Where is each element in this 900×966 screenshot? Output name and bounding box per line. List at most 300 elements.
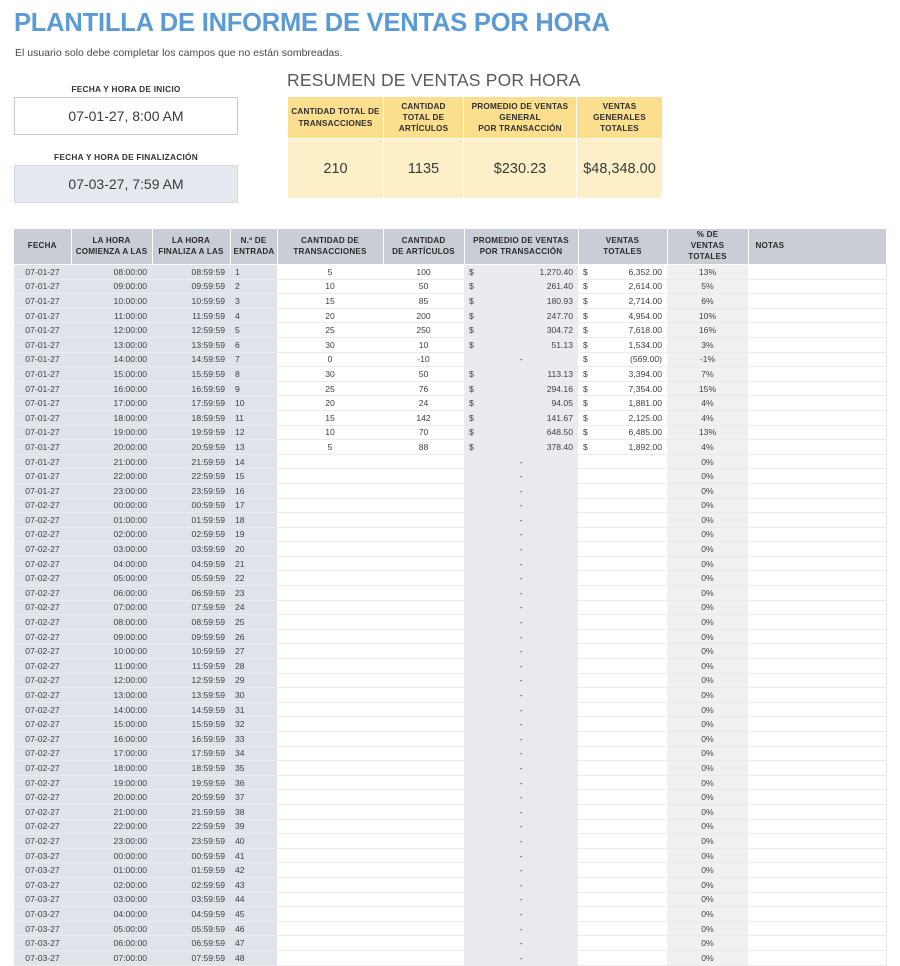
cell-notas[interactable] bbox=[748, 440, 886, 455]
cell-notas[interactable] bbox=[748, 425, 886, 440]
cell-n: 24 bbox=[230, 600, 277, 615]
cell-art[interactable] bbox=[383, 673, 464, 688]
table-row bbox=[14, 877, 886, 892]
cell-promedio: - bbox=[464, 834, 578, 849]
cell-trans[interactable] bbox=[277, 761, 383, 776]
cell-trans[interactable] bbox=[277, 673, 383, 688]
cell-art[interactable] bbox=[383, 571, 464, 586]
cell-trans[interactable]: 5 bbox=[277, 440, 383, 455]
cell-art[interactable] bbox=[383, 877, 464, 892]
cell-notas[interactable] bbox=[748, 746, 886, 761]
cell-promedio: - bbox=[464, 775, 578, 790]
table-row bbox=[14, 732, 886, 747]
cell-trans[interactable] bbox=[277, 804, 383, 819]
cell-notas[interactable] bbox=[748, 804, 886, 819]
cell-ventas-totales bbox=[578, 790, 667, 805]
cell-inicio: 07:00:00 bbox=[71, 950, 152, 965]
cell-trans[interactable]: 30 bbox=[277, 367, 383, 382]
cell-fecha: 07-02-27 bbox=[14, 498, 71, 513]
cell-notas[interactable] bbox=[748, 877, 886, 892]
cell-art[interactable] bbox=[383, 907, 464, 922]
cell-notas[interactable] bbox=[748, 410, 886, 425]
cell-art[interactable] bbox=[383, 542, 464, 557]
cell-n: 35 bbox=[230, 761, 277, 776]
cell-promedio: - bbox=[464, 761, 578, 776]
grid-h6-line1: CANTIDAD bbox=[401, 235, 446, 245]
cell-notas[interactable] bbox=[748, 498, 886, 513]
cell-art[interactable] bbox=[383, 600, 464, 615]
cell-notas[interactable] bbox=[748, 702, 886, 717]
cell-fecha: 07-01-27 bbox=[14, 367, 71, 382]
grid-h9-line1: % DE bbox=[696, 230, 719, 240]
cell-promedio: - bbox=[464, 688, 578, 703]
cell-notas[interactable] bbox=[748, 615, 886, 630]
cell-fin: 00:59:59 bbox=[152, 498, 230, 513]
cell-trans[interactable]: 25 bbox=[277, 381, 383, 396]
cell-trans[interactable] bbox=[277, 527, 383, 542]
cell-art[interactable]: 70 bbox=[383, 425, 464, 440]
cell-fin: 18:59:59 bbox=[152, 761, 230, 776]
cell-fecha: 07-02-27 bbox=[14, 819, 71, 834]
cell-notas[interactable] bbox=[748, 381, 886, 396]
cell-n: 3 bbox=[230, 294, 277, 309]
summary-panel bbox=[287, 70, 663, 199]
cell-trans[interactable] bbox=[277, 819, 383, 834]
cell-art[interactable] bbox=[383, 644, 464, 659]
cell-notas[interactable] bbox=[748, 542, 886, 557]
cell-promedio: $ 648.50 bbox=[464, 425, 578, 440]
grid-col-pct-ventas bbox=[667, 229, 748, 265]
cell-trans[interactable] bbox=[277, 732, 383, 747]
cell-fecha: 07-02-27 bbox=[14, 629, 71, 644]
cell-promedio: - bbox=[464, 921, 578, 936]
cell-ventas-totales bbox=[578, 732, 667, 747]
cell-promedio: - bbox=[464, 790, 578, 805]
cell-fin: 02:59:59 bbox=[152, 877, 230, 892]
cell-art[interactable] bbox=[383, 732, 464, 747]
cell-notas[interactable] bbox=[748, 323, 886, 338]
cell-notas[interactable] bbox=[748, 688, 886, 703]
cell-notas[interactable] bbox=[748, 586, 886, 601]
cell-promedio: $ 180.93 bbox=[464, 294, 578, 309]
cell-promedio: - bbox=[464, 673, 578, 688]
summary-h3-line1: PROMEDIO DE VENTAS bbox=[471, 101, 569, 111]
cell-notas[interactable] bbox=[748, 294, 886, 309]
cell-art[interactable] bbox=[383, 483, 464, 498]
cell-fin: 15:59:59 bbox=[152, 717, 230, 732]
cell-notas[interactable] bbox=[748, 308, 886, 323]
cell-pct: 0% bbox=[667, 804, 748, 819]
cell-art[interactable]: 142 bbox=[383, 410, 464, 425]
table-row bbox=[14, 644, 886, 659]
cell-trans[interactable] bbox=[277, 950, 383, 965]
cell-fecha: 07-01-27 bbox=[14, 440, 71, 455]
cell-pct: 0% bbox=[667, 848, 748, 863]
cell-inicio: 08:00:00 bbox=[71, 615, 152, 630]
cell-trans[interactable] bbox=[277, 659, 383, 674]
grid-h8-line1: VENTAS bbox=[605, 235, 640, 245]
cell-promedio: - bbox=[464, 702, 578, 717]
cell-trans[interactable] bbox=[277, 892, 383, 907]
cell-fin: 12:59:59 bbox=[152, 323, 230, 338]
cell-art[interactable] bbox=[383, 615, 464, 630]
table-row bbox=[14, 381, 886, 396]
cell-inicio: 14:00:00 bbox=[71, 352, 152, 367]
cell-notas[interactable] bbox=[748, 732, 886, 747]
cell-inicio: 09:00:00 bbox=[71, 629, 152, 644]
end-datetime-label: FECHA Y HORA DE FINALIZACIÓN bbox=[54, 152, 198, 162]
cell-trans[interactable] bbox=[277, 644, 383, 659]
cell-fin: 17:59:59 bbox=[152, 396, 230, 411]
cell-art[interactable] bbox=[383, 688, 464, 703]
cell-pct: 0% bbox=[667, 454, 748, 469]
grid-col-promedio bbox=[464, 229, 578, 265]
cell-notas[interactable] bbox=[748, 673, 886, 688]
cell-pct: 0% bbox=[667, 950, 748, 965]
cell-fin: 08:59:59 bbox=[152, 615, 230, 630]
cell-art[interactable] bbox=[383, 659, 464, 674]
cell-art[interactable] bbox=[383, 775, 464, 790]
cell-notas[interactable] bbox=[748, 629, 886, 644]
cell-fin: 15:59:59 bbox=[152, 367, 230, 382]
cell-trans[interactable] bbox=[277, 469, 383, 484]
cell-n: 16 bbox=[230, 483, 277, 498]
cell-trans[interactable] bbox=[277, 629, 383, 644]
table-row bbox=[14, 936, 886, 951]
cell-pct: 0% bbox=[667, 863, 748, 878]
cell-promedio: - bbox=[464, 732, 578, 747]
cell-notas[interactable] bbox=[748, 819, 886, 834]
cell-pct: 0% bbox=[667, 673, 748, 688]
cell-n: 48 bbox=[230, 950, 277, 965]
cell-art[interactable]: -10 bbox=[383, 352, 464, 367]
cell-inicio: 12:00:00 bbox=[71, 323, 152, 338]
cell-art[interactable] bbox=[383, 819, 464, 834]
table-row bbox=[14, 323, 886, 338]
cell-ventas-totales: $ 4,954.00 bbox=[578, 308, 667, 323]
cell-ventas-totales bbox=[578, 834, 667, 849]
cell-trans[interactable] bbox=[277, 717, 383, 732]
cell-pct: 0% bbox=[667, 775, 748, 790]
cell-trans[interactable] bbox=[277, 790, 383, 805]
cell-art[interactable] bbox=[383, 469, 464, 484]
cell-n: 40 bbox=[230, 834, 277, 849]
cell-n: 12 bbox=[230, 425, 277, 440]
cell-fin: 10:59:59 bbox=[152, 644, 230, 659]
cell-art[interactable] bbox=[383, 629, 464, 644]
cell-art[interactable]: 200 bbox=[383, 308, 464, 323]
cell-fin: 07:59:59 bbox=[152, 950, 230, 965]
cell-art[interactable] bbox=[383, 921, 464, 936]
cell-notas[interactable] bbox=[748, 950, 886, 965]
cell-art[interactable]: 88 bbox=[383, 440, 464, 455]
cell-notas[interactable] bbox=[748, 921, 886, 936]
grid-col-hora-inicio bbox=[71, 229, 152, 265]
cell-art[interactable]: 76 bbox=[383, 381, 464, 396]
page-title: PLANTILLA DE INFORME DE VENTAS POR HORA bbox=[14, 9, 610, 37]
hourly-sales-table bbox=[14, 229, 887, 966]
cell-notas[interactable] bbox=[748, 469, 886, 484]
cell-inicio: 10:00:00 bbox=[71, 294, 152, 309]
table-row bbox=[14, 527, 886, 542]
cell-ventas-totales bbox=[578, 717, 667, 732]
cell-fin: 13:59:59 bbox=[152, 688, 230, 703]
cell-trans[interactable]: 10 bbox=[277, 425, 383, 440]
cell-inicio: 21:00:00 bbox=[71, 804, 152, 819]
cell-art[interactable] bbox=[383, 804, 464, 819]
cell-ventas-totales: $ 2,614.00 bbox=[578, 279, 667, 294]
cell-promedio: $ 141.67 bbox=[464, 410, 578, 425]
cell-notas[interactable] bbox=[748, 527, 886, 542]
cell-n: 2 bbox=[230, 279, 277, 294]
cell-pct: 6% bbox=[667, 294, 748, 309]
cell-trans[interactable] bbox=[277, 877, 383, 892]
cell-trans[interactable]: 25 bbox=[277, 323, 383, 338]
cell-notas[interactable] bbox=[748, 600, 886, 615]
cell-trans[interactable] bbox=[277, 571, 383, 586]
cell-fecha: 07-02-27 bbox=[14, 732, 71, 747]
cell-inicio: 04:00:00 bbox=[71, 907, 152, 922]
cell-ventas-totales bbox=[578, 819, 667, 834]
cell-inicio: 08:00:00 bbox=[71, 265, 152, 280]
cell-inicio: 11:00:00 bbox=[71, 659, 152, 674]
cell-notas[interactable] bbox=[748, 892, 886, 907]
cell-trans[interactable] bbox=[277, 921, 383, 936]
cell-fin: 18:59:59 bbox=[152, 410, 230, 425]
cell-pct: 0% bbox=[667, 834, 748, 849]
table-row bbox=[14, 294, 886, 309]
cell-fecha: 07-02-27 bbox=[14, 571, 71, 586]
cell-notas[interactable] bbox=[748, 936, 886, 951]
cell-trans[interactable] bbox=[277, 586, 383, 601]
cell-art[interactable] bbox=[383, 950, 464, 965]
cell-notas[interactable] bbox=[748, 556, 886, 571]
cell-trans[interactable] bbox=[277, 542, 383, 557]
cell-trans[interactable] bbox=[277, 615, 383, 630]
summary-col-avg-sales bbox=[464, 97, 577, 139]
cell-promedio: - bbox=[464, 892, 578, 907]
start-datetime-input[interactable]: 07-01-27, 8:00 AM bbox=[14, 97, 238, 135]
cell-notas[interactable] bbox=[748, 717, 886, 732]
cell-trans[interactable]: 0 bbox=[277, 352, 383, 367]
cell-fecha: 07-02-27 bbox=[14, 702, 71, 717]
cell-trans[interactable] bbox=[277, 746, 383, 761]
cell-trans[interactable]: 30 bbox=[277, 337, 383, 352]
cell-fecha: 07-03-27 bbox=[14, 848, 71, 863]
cell-n: 22 bbox=[230, 571, 277, 586]
summary-value-total-sales: $48,348.00 bbox=[577, 139, 663, 199]
cell-pct: 0% bbox=[667, 586, 748, 601]
cell-art[interactable] bbox=[383, 848, 464, 863]
cell-ventas-totales bbox=[578, 936, 667, 951]
cell-inicio: 19:00:00 bbox=[71, 425, 152, 440]
cell-trans[interactable] bbox=[277, 907, 383, 922]
cell-fecha: 07-02-27 bbox=[14, 746, 71, 761]
cell-ventas-totales bbox=[578, 746, 667, 761]
grid-col-hora-fin bbox=[152, 229, 230, 265]
table-row bbox=[14, 673, 886, 688]
cell-inicio: 14:00:00 bbox=[71, 702, 152, 717]
table-row bbox=[14, 761, 886, 776]
cell-notas[interactable] bbox=[748, 848, 886, 863]
cell-ventas-totales bbox=[578, 615, 667, 630]
cell-fecha: 07-03-27 bbox=[14, 936, 71, 951]
cell-promedio: - bbox=[464, 659, 578, 674]
page-subtitle: El usuario solo debe completar los campos que no están sombreadas. bbox=[15, 47, 343, 59]
cell-trans[interactable]: 10 bbox=[277, 279, 383, 294]
cell-ventas-totales bbox=[578, 761, 667, 776]
cell-notas[interactable] bbox=[748, 863, 886, 878]
cell-notas[interactable] bbox=[748, 337, 886, 352]
cell-art[interactable]: 50 bbox=[383, 367, 464, 382]
cell-trans[interactable]: 5 bbox=[277, 265, 383, 280]
cell-fecha: 07-02-27 bbox=[14, 834, 71, 849]
cell-art[interactable]: 100 bbox=[383, 265, 464, 280]
cell-trans[interactable] bbox=[277, 483, 383, 498]
table-row bbox=[14, 600, 886, 615]
cell-trans[interactable] bbox=[277, 513, 383, 528]
grid-col-entrada bbox=[230, 229, 277, 265]
cell-promedio: - bbox=[464, 804, 578, 819]
cell-pct: 7% bbox=[667, 367, 748, 382]
cell-notas[interactable] bbox=[748, 790, 886, 805]
cell-n: 18 bbox=[230, 513, 277, 528]
cell-n: 37 bbox=[230, 790, 277, 805]
cell-inicio: 12:00:00 bbox=[71, 673, 152, 688]
summary-col-total-transactions bbox=[288, 97, 384, 139]
cell-notas[interactable] bbox=[748, 834, 886, 849]
table-row bbox=[14, 367, 886, 382]
cell-inicio: 13:00:00 bbox=[71, 337, 152, 352]
cell-pct: 10% bbox=[667, 308, 748, 323]
cell-fin: 19:59:59 bbox=[152, 775, 230, 790]
cell-promedio: - bbox=[464, 615, 578, 630]
cell-trans[interactable] bbox=[277, 863, 383, 878]
cell-inicio: 01:00:00 bbox=[71, 513, 152, 528]
summary-h1-line1: CANTIDAD TOTAL DE bbox=[291, 107, 380, 117]
table-row bbox=[14, 469, 886, 484]
cell-promedio: $ 304.72 bbox=[464, 323, 578, 338]
cell-art[interactable] bbox=[383, 790, 464, 805]
cell-n: 10 bbox=[230, 396, 277, 411]
cell-trans[interactable] bbox=[277, 600, 383, 615]
cell-trans[interactable] bbox=[277, 556, 383, 571]
cell-art[interactable] bbox=[383, 761, 464, 776]
cell-trans[interactable] bbox=[277, 702, 383, 717]
table-row bbox=[14, 746, 886, 761]
cell-notas[interactable] bbox=[748, 513, 886, 528]
cell-fin: 13:59:59 bbox=[152, 337, 230, 352]
cell-inicio: 20:00:00 bbox=[71, 790, 152, 805]
cell-fin: 05:59:59 bbox=[152, 921, 230, 936]
cell-trans[interactable] bbox=[277, 498, 383, 513]
cell-trans[interactable] bbox=[277, 834, 383, 849]
cell-trans[interactable] bbox=[277, 454, 383, 469]
cell-art[interactable]: 85 bbox=[383, 294, 464, 309]
cell-art[interactable]: 50 bbox=[383, 279, 464, 294]
cell-inicio: 21:00:00 bbox=[71, 454, 152, 469]
cell-notas[interactable] bbox=[748, 396, 886, 411]
cell-notas[interactable] bbox=[748, 279, 886, 294]
cell-promedio: - bbox=[464, 469, 578, 484]
cell-art[interactable] bbox=[383, 513, 464, 528]
cell-inicio: 17:00:00 bbox=[71, 396, 152, 411]
table-row bbox=[14, 717, 886, 732]
cell-trans[interactable] bbox=[277, 848, 383, 863]
cell-trans[interactable] bbox=[277, 936, 383, 951]
cell-trans[interactable]: 20 bbox=[277, 308, 383, 323]
cell-ventas-totales bbox=[578, 892, 667, 907]
cell-notas[interactable] bbox=[748, 367, 886, 382]
cell-promedio: - bbox=[464, 936, 578, 951]
cell-art[interactable] bbox=[383, 702, 464, 717]
cell-trans[interactable] bbox=[277, 688, 383, 703]
cell-trans[interactable]: 20 bbox=[277, 396, 383, 411]
cell-ventas-totales bbox=[578, 469, 667, 484]
cell-trans[interactable] bbox=[277, 775, 383, 790]
cell-promedio: - bbox=[464, 907, 578, 922]
cell-fecha: 07-03-27 bbox=[14, 877, 71, 892]
cell-notas[interactable] bbox=[748, 571, 886, 586]
cell-ventas-totales bbox=[578, 542, 667, 557]
cell-inicio: 18:00:00 bbox=[71, 761, 152, 776]
cell-notas[interactable] bbox=[748, 265, 886, 280]
cell-pct: 3% bbox=[667, 337, 748, 352]
cell-art[interactable] bbox=[383, 586, 464, 601]
cell-pct: 0% bbox=[667, 688, 748, 703]
cell-fin: 17:59:59 bbox=[152, 746, 230, 761]
cell-fecha: 07-01-27 bbox=[14, 425, 71, 440]
cell-fin: 09:59:59 bbox=[152, 629, 230, 644]
grid-h2-line2: COMIENZA A LAS bbox=[75, 246, 148, 256]
cell-promedio: $ 113.13 bbox=[464, 367, 578, 382]
cell-art[interactable] bbox=[383, 556, 464, 571]
cell-notas[interactable] bbox=[748, 659, 886, 674]
cell-promedio: - bbox=[464, 483, 578, 498]
grid-h7-line1: PROMEDIO DE VENTAS bbox=[473, 235, 569, 245]
cell-notas[interactable] bbox=[748, 483, 886, 498]
cell-trans[interactable]: 15 bbox=[277, 410, 383, 425]
summary-h4-line2: GENERALES bbox=[593, 112, 646, 122]
cell-trans[interactable]: 15 bbox=[277, 294, 383, 309]
cell-art[interactable] bbox=[383, 717, 464, 732]
cell-art[interactable] bbox=[383, 936, 464, 951]
cell-ventas-totales: $ 2,125.00 bbox=[578, 410, 667, 425]
cell-notas[interactable] bbox=[748, 644, 886, 659]
cell-art[interactable] bbox=[383, 527, 464, 542]
cell-notas[interactable] bbox=[748, 775, 886, 790]
cell-fecha: 07-02-27 bbox=[14, 513, 71, 528]
cell-notas[interactable] bbox=[748, 352, 886, 367]
table-row bbox=[14, 615, 886, 630]
cell-notas[interactable] bbox=[748, 907, 886, 922]
cell-promedio: $ 94.05 bbox=[464, 396, 578, 411]
cell-art[interactable] bbox=[383, 746, 464, 761]
cell-art[interactable]: 10 bbox=[383, 337, 464, 352]
grid-h8-line2: TOTALES bbox=[603, 246, 642, 256]
cell-art[interactable] bbox=[383, 863, 464, 878]
cell-art[interactable] bbox=[383, 834, 464, 849]
cell-art[interactable]: 24 bbox=[383, 396, 464, 411]
cell-notas[interactable] bbox=[748, 454, 886, 469]
cell-notas[interactable] bbox=[748, 761, 886, 776]
cell-art[interactable] bbox=[383, 498, 464, 513]
cell-fecha: 07-03-27 bbox=[14, 892, 71, 907]
cell-art[interactable] bbox=[383, 454, 464, 469]
cell-fin: 07:59:59 bbox=[152, 600, 230, 615]
cell-art[interactable] bbox=[383, 892, 464, 907]
cell-art[interactable]: 250 bbox=[383, 323, 464, 338]
